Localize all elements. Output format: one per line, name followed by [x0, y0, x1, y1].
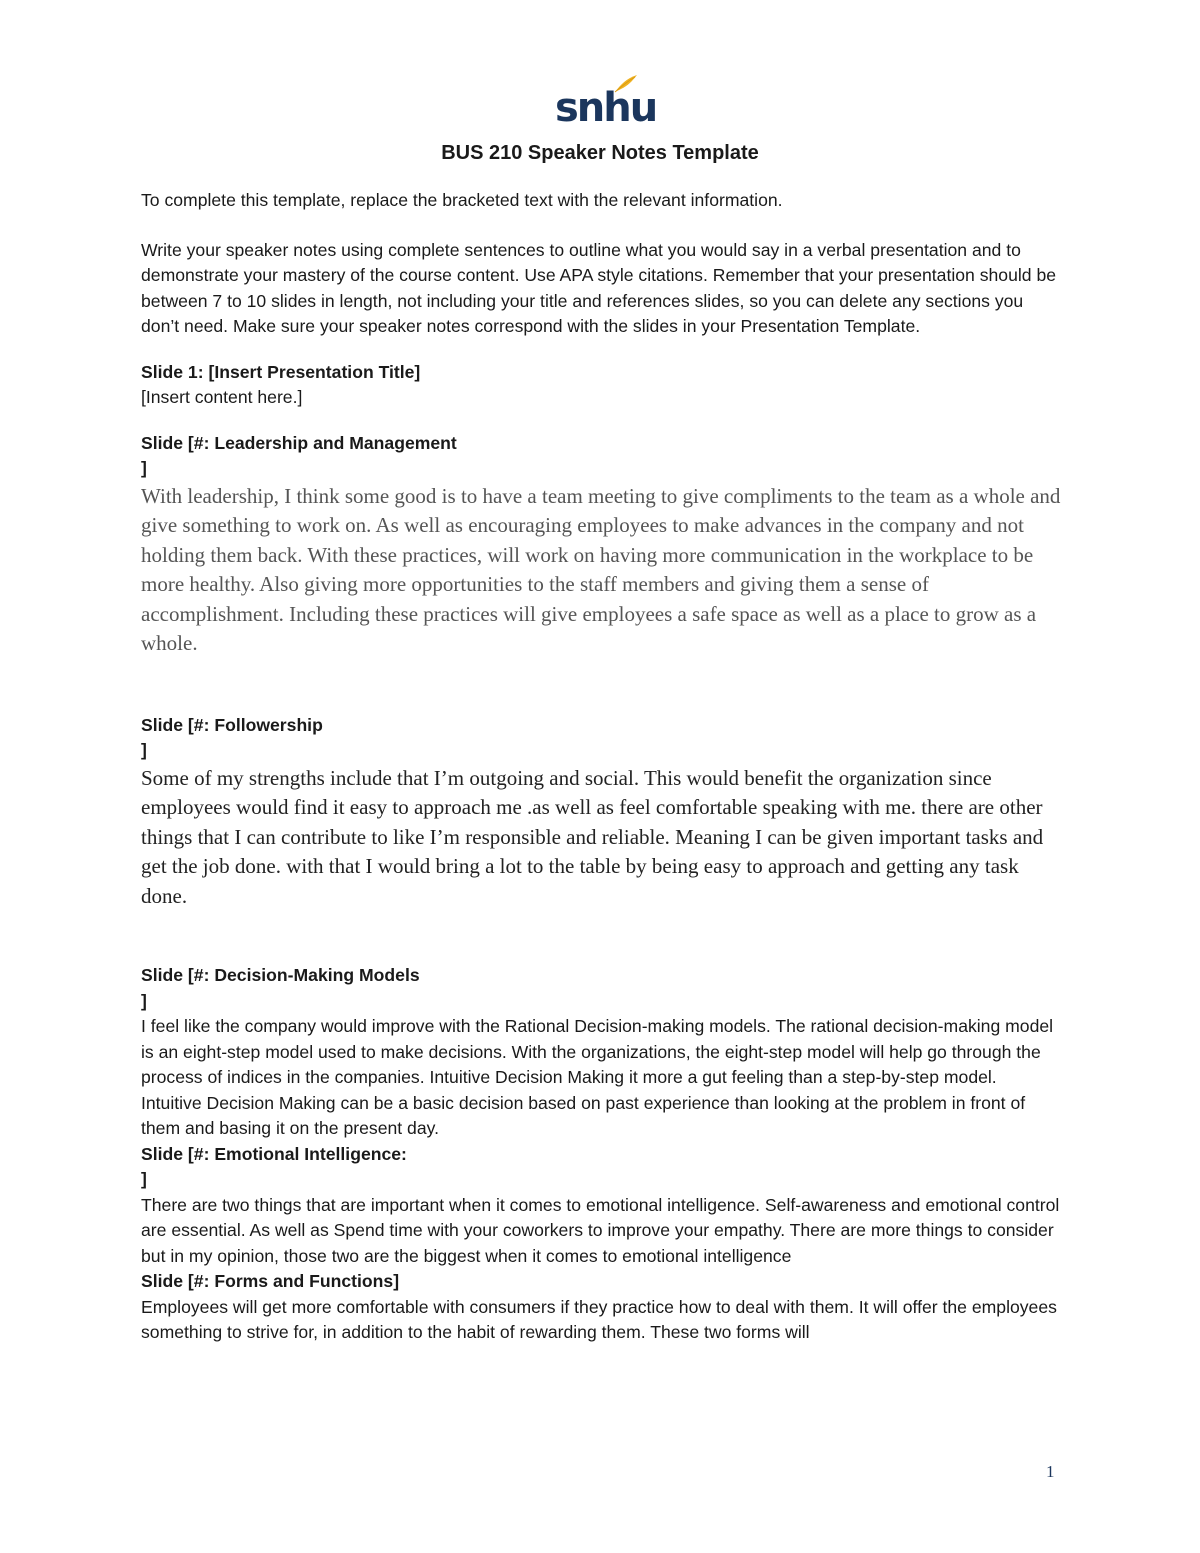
followership-heading: Slide [#: Followership [141, 714, 323, 735]
decision-bracket: ] [141, 990, 147, 1011]
instructions-text: Write your speaker notes using complete sentences to outline what you would say in a verbal presentation and to demonstrate your mastery of the course content. Use APA style citations. Remember that your presentation should be between 7 to 10 slides in length, not including your title and references slides, so you can delete any sections you don’t need. Make sure your speaker notes correspond with the slides in your Presentation Template. [141, 239, 1057, 336]
followership-body: Some of my strengths include that I’m outgoing and social. This would benefit the organization since employees would find it easy to approach me .as well as feel comfortable speaking with me. there are other things that I can contribute to like I’m responsible and reliable. Meaning I can be given important tasks and get the job done. with that I would bring a lot to the table by being easy to approach and getting any task done. [141, 765, 1044, 908]
leadership-heading: Slide [#: Leadership and Management [141, 432, 457, 453]
decision-body: I feel like the company would improve with the Rational Decision-making models. The rational decision-making model is an eight-step model used to make decisions. With the organizations, the eight-step model will help go through the process of indices in the companies. Intuitive Decision Making it more a gut feeling than a step-by-step model. Intuitive Decision Making can be a basic decision based on past experience than looking at the problem in front of them and basing it on the present day. [141, 1016, 1054, 1138]
slide1-heading: Slide 1: [Insert Presentation Title] [141, 361, 421, 382]
followership-bracket: ] [141, 740, 147, 760]
leadership-body: With leadership, I think some good is to have a team meeting to give compliments to the team as a whole and give something to work on. As well as encouraging employees to make advances in the company and not holding them back. With these practices, will work on having more communication in the workplace to be more healthy. Also giving more opportunities to the staff members and giving them a sense of accomplishment. Including these practices will give employees a safe space as well as a place to grow as a whole. [141, 483, 1061, 655]
page-title: BUS 210 Speaker Notes Template [441, 142, 759, 164]
emotional-body: There are two things that are important when it comes to emotional intelligence. Self-awareness and emotional control are essential. As well as Spend time with your coworkers to improve your empathy. There are more things to consider but in my opinion, those two are the biggest when it comes to emotional intelligence [141, 1194, 1060, 1266]
snhu-logo [555, 74, 657, 134]
logo-wordmark: snhu [555, 85, 657, 131]
emotional-heading: Slide [#: Emotional Intelligence: [141, 1143, 407, 1164]
decision-heading: Slide [#: Decision-Making Models [141, 965, 420, 985]
leadership-bracket: ] [141, 458, 147, 478]
document-body [141, 188, 1061, 1346]
forms-heading: Slide [#: Forms and Functions] [141, 1271, 400, 1291]
forms-body: Employees will get more comfortable with consumers if they practice how to deal with them. It will offer the employees something to strive for, in addition to the habit of rewarding them. These two forms will [141, 1296, 1057, 1342]
intro-text: To complete this template, replace the bracketed text with the relevant information. [141, 190, 783, 210]
emotional-bracket: ] [141, 1169, 147, 1189]
page-number: 1 [1046, 1462, 1055, 1481]
slide1-body: [Insert content here.] [141, 387, 303, 407]
